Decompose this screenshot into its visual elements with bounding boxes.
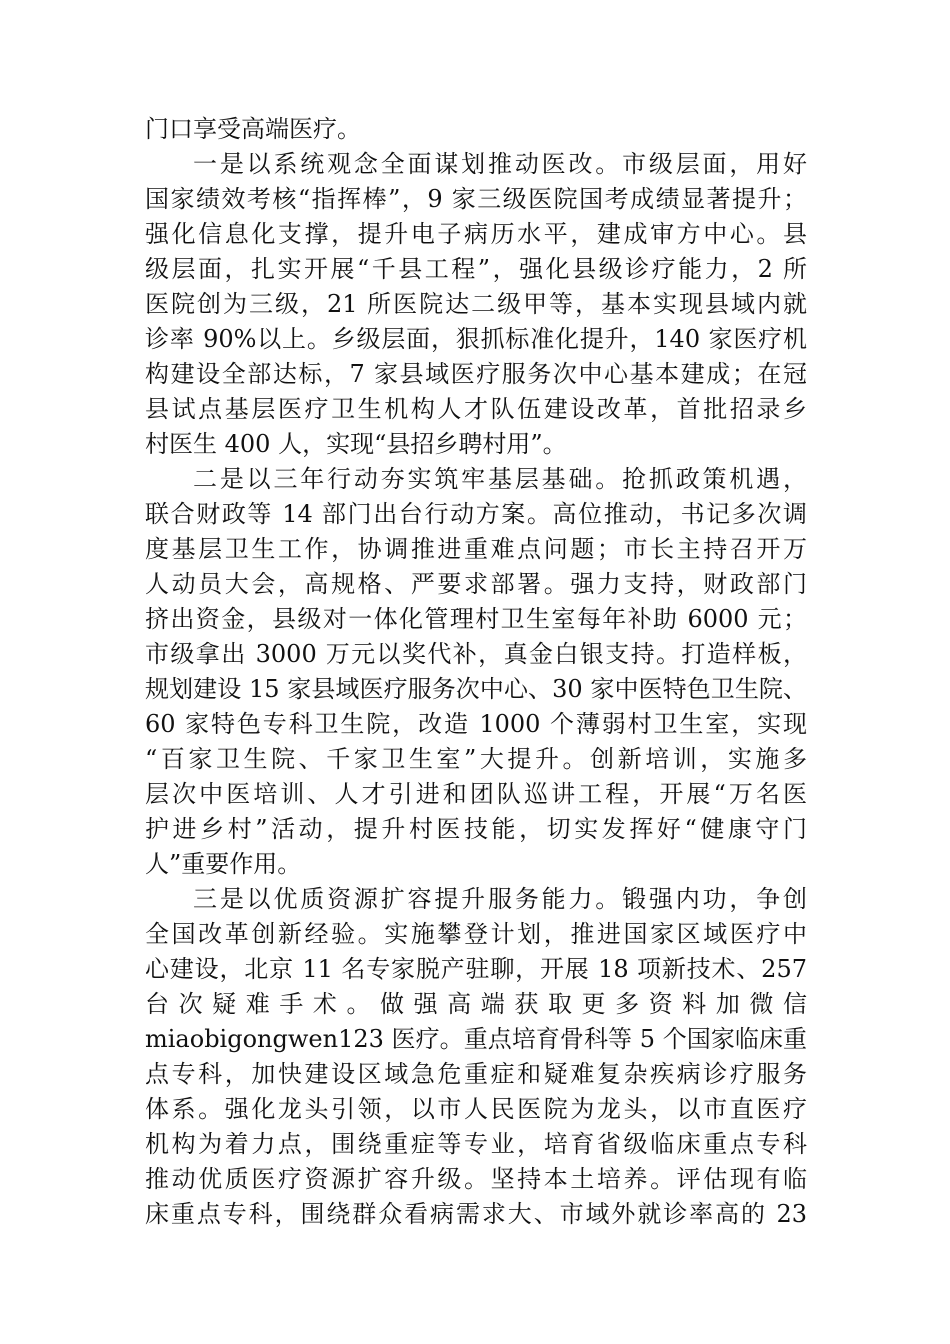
- paragraph-first-line: 二是以三年行动夯实筑牢基层基础。抢抓政策机遇，: [193, 465, 807, 493]
- paragraph-first-line: 一是以系统观念全面谋划推动医改。市级层面，用好: [193, 150, 807, 178]
- text-line: 全国改革创新经验。实施攀登计划，推进国家区域医疗中: [145, 920, 807, 948]
- text-line: 构建设全部达标，7 家县域医疗服务次中心基本建成；在冠: [145, 360, 807, 388]
- text-line: 心建设，北京 11 名专家脱产驻聊，开展 18 项新技术、257: [145, 955, 807, 983]
- text-line: 医院创为三级，21 所医院达二级甲等，基本实现县域内就: [145, 290, 807, 318]
- text-line: 体系。强化龙头引领，以市人民医院为龙头，以市直医疗: [145, 1095, 807, 1123]
- text-line: 人动员大会，高规格、严要求部署。强力支持，财政部门: [145, 570, 807, 598]
- text-line: 护进乡村”活动，提升村医技能，切实发挥好“健康守门: [145, 815, 807, 843]
- paragraph-first-line: 三是以优质资源扩容提升服务能力。锻强内功，争创: [193, 885, 807, 913]
- text-line: 联合财政等 14 部门出台行动方案。高位推动，书记多次调: [145, 500, 807, 528]
- text-line: 县试点基层医疗卫生机构人才队伍建设改革，首批招录乡: [145, 395, 807, 423]
- text-line: 度基层卫生工作，协调推进重难点问题；市长主持召开万: [145, 535, 807, 563]
- text-line: 机构为着力点，围绕重症等专业，培育省级临床重点专科: [145, 1130, 807, 1158]
- text-line: 挤出资金，县级对一体化管理村卫生室每年补助 6000 元；: [145, 605, 807, 633]
- text-line: 推动优质医疗资源扩容升级。坚持本土培养。评估现有临: [145, 1165, 807, 1193]
- text-line: 规划建设 15 家县域医疗服务次中心、30 家中医特色卫生院、: [145, 675, 807, 703]
- text-line: 台次疑难手术。做强高端获取更多资料加微信: [145, 990, 807, 1018]
- text-line: 国家绩效考核“指挥棒”，9 家三级医院国考成绩显著提升；: [145, 185, 807, 213]
- text-line: “百家卫生院、千家卫生室”大提升。创新培训，实施多: [145, 745, 807, 773]
- document-page: [145, 112, 807, 1232]
- text-line: 强化信息化支撑，提升电子病历水平，建成审方中心。县: [145, 220, 807, 248]
- text-line: 门口享受高端医疗。: [145, 115, 361, 143]
- text-line: 点专科，加快建设区域急危重症和疑难复杂疾病诊疗服务: [145, 1060, 807, 1088]
- text-line: 村医生 400 人，实现“县招乡聘村用”。: [145, 430, 567, 458]
- text-line: 60 家特色专科卫生院，改造 1000 个薄弱村卫生室，实现: [145, 710, 807, 738]
- text-line: 诊率 90%以上。乡级层面，狠抓标准化提升，140 家医疗机: [145, 325, 807, 353]
- text-line: 级层面，扎实开展“千县工程”，强化县级诊疗能力，2 所: [145, 255, 807, 283]
- text-line: 市级拿出 3000 万元以奖代补，真金白银支持。打造样板，: [145, 640, 807, 668]
- text-line: miaobigongwen123 医疗。重点培育骨科等 5 个国家临床重: [145, 1025, 807, 1053]
- text-line: 床重点专科，围绕群众看病需求大、市域外就诊率高的 23: [145, 1200, 807, 1228]
- text-line: 人”重要作用。: [145, 850, 302, 878]
- text-line: 层次中医培训、人才引进和团队巡讲工程，开展“万名医: [145, 780, 807, 808]
